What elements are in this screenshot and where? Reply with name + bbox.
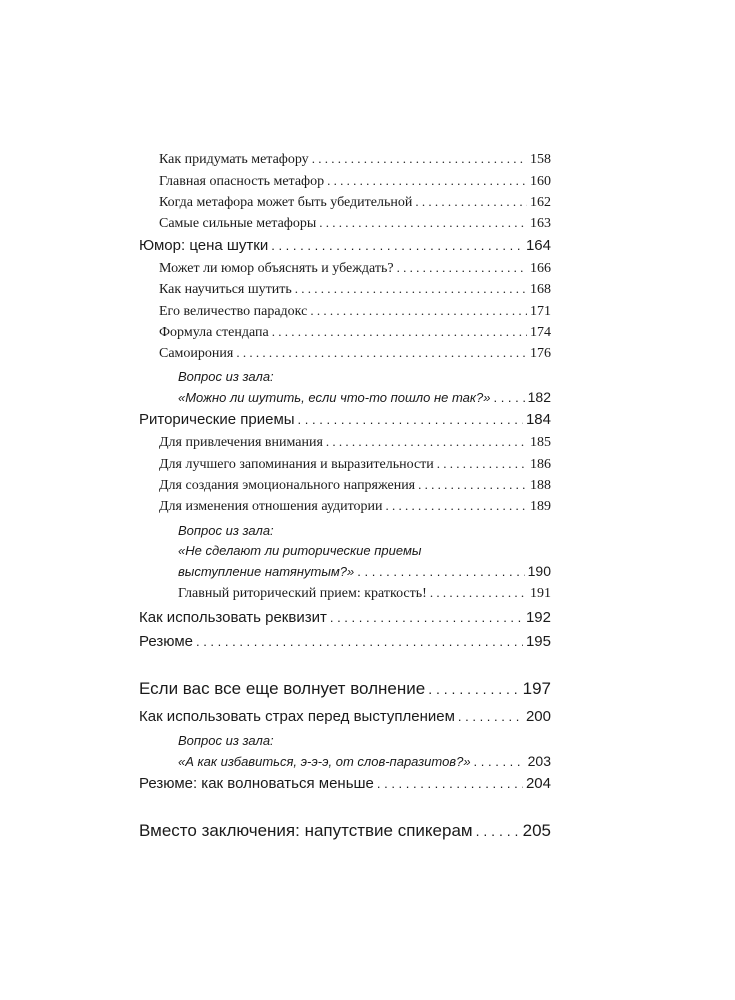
- toc-section: [139, 633, 551, 650]
- toc-section: [139, 708, 551, 725]
- toc-section-page: 164: [525, 237, 551, 254]
- dot-leader: [377, 776, 523, 791]
- toc-entry: [159, 173, 551, 190]
- dot-leader: [327, 173, 527, 189]
- toc-entry-title: Как придумать метафору: [159, 152, 309, 167]
- toc-entry: [159, 215, 551, 232]
- toc-entry: [159, 456, 551, 473]
- toc-section-page: 204: [525, 775, 551, 792]
- toc-entry-page: 163: [530, 216, 551, 231]
- dot-leader: [295, 281, 527, 297]
- toc-section-page: 192: [525, 609, 551, 626]
- toc-entry: [159, 151, 551, 168]
- toc-entry-page: 174: [530, 325, 551, 340]
- toc-entry: [159, 260, 551, 277]
- toc-entry-page: 185: [530, 435, 551, 450]
- dot-leader: [386, 498, 527, 514]
- toc-section-page: 200: [525, 708, 551, 725]
- toc-question-title: «Можно ли шутить, если что-то пошло не так?»: [178, 390, 491, 405]
- dot-leader: [271, 238, 523, 253]
- toc-section-title: Как использовать реквизит: [139, 609, 327, 626]
- toc-entry-page: 188: [530, 478, 551, 493]
- toc-entry-page: 186: [530, 457, 551, 472]
- toc-entry-page: 160: [530, 174, 551, 189]
- dot-leader: [330, 610, 523, 625]
- toc-chapter: [139, 679, 551, 699]
- toc-section-title: Резюме: как волноваться меньше: [139, 775, 374, 792]
- toc-entry-title: Самые сильные метафоры: [159, 216, 317, 231]
- toc-entry-title: Формула стендапа: [159, 325, 269, 340]
- toc-entry-title: Для лучшего запоминания и выразительности: [159, 457, 434, 472]
- dot-leader: [476, 823, 520, 839]
- dot-leader: [319, 215, 527, 231]
- toc-chapter-page: 197: [522, 679, 551, 698]
- dot-leader: [474, 754, 525, 769]
- dot-leader: [437, 456, 527, 472]
- toc-section: [139, 237, 551, 254]
- toc-entry-page: 171: [530, 304, 551, 319]
- toc-entry-title: Главный риторический прием: краткость!: [178, 586, 427, 601]
- dot-leader: [415, 194, 527, 210]
- toc-entry-page: 176: [530, 346, 551, 361]
- toc-entry: [159, 281, 551, 298]
- toc-question-page: 190: [527, 563, 551, 579]
- audience-question-label: Вопрос из зала:: [178, 523, 274, 538]
- toc-section-title: Резюме: [139, 633, 193, 650]
- toc-section-title: Как использовать страх перед выступлением: [139, 708, 455, 725]
- dot-leader: [312, 151, 527, 167]
- toc-entry: [159, 477, 551, 494]
- dot-leader: [236, 345, 527, 361]
- toc-entry-title: Его величество парадокс: [159, 304, 308, 319]
- toc-entry-title: Может ли юмор объяснять и убеждать?: [159, 261, 394, 276]
- dot-leader: [196, 634, 523, 649]
- toc-chapter-title: Если вас все еще волнует волнение: [139, 679, 426, 698]
- toc-chapter: [139, 821, 551, 841]
- toc-question-page: 182: [527, 389, 551, 405]
- toc-section: [139, 609, 551, 626]
- toc-question-page: 203: [527, 753, 551, 769]
- dot-leader: [418, 477, 527, 493]
- toc-question-title: «А как избавиться, э-э-э, от слов-паразитов?»: [178, 754, 471, 769]
- dot-leader: [310, 303, 527, 319]
- toc-entry-title: Для создания эмоционального напряжения: [159, 478, 416, 493]
- dot-leader: [357, 564, 524, 579]
- toc-entry: [159, 434, 551, 451]
- toc-entry-title: Главная опасность метафор: [159, 174, 325, 189]
- dot-leader: [397, 260, 527, 276]
- dot-leader: [272, 324, 527, 340]
- dot-leader: [428, 681, 519, 697]
- toc-entry-page: 162: [530, 195, 551, 210]
- toc-entry-title: Самоирония: [159, 346, 234, 361]
- toc-entry: [159, 194, 551, 211]
- toc-entry-title: Для привлечения внимания: [159, 435, 323, 450]
- audience-question-label: Вопрос из зала:: [178, 369, 274, 384]
- toc-section: [139, 775, 551, 792]
- toc-entry-page: 189: [530, 499, 551, 514]
- toc-question: [178, 389, 551, 405]
- toc-entry-title: Когда метафора может быть убедительной: [159, 195, 413, 210]
- toc-entry: [159, 345, 551, 362]
- toc-section-page: 184: [525, 411, 551, 428]
- toc-entry-page: 166: [530, 261, 551, 276]
- dot-leader: [458, 709, 523, 724]
- toc-entry: [159, 498, 551, 515]
- dot-leader: [493, 390, 524, 405]
- toc-entry-title: Как научиться шутить: [159, 282, 292, 297]
- toc-entry: [159, 324, 551, 341]
- toc-entry-title: Для изменения отношения аудитории: [159, 499, 383, 514]
- toc-section-title: Юмор: цена шутки: [139, 237, 269, 254]
- toc-entry: [159, 303, 551, 320]
- toc-chapter-title: Вместо заключения: напутствие спикерам: [139, 821, 473, 840]
- audience-question-line: «Не сделают ли риторические приемы: [178, 543, 422, 558]
- toc-question-title: выступление натянутым?»: [178, 564, 355, 579]
- toc-section-title: Риторические приемы: [139, 411, 295, 428]
- toc-question: [178, 753, 551, 769]
- toc-section: [139, 411, 551, 428]
- audience-question-label: Вопрос из зала:: [178, 733, 274, 748]
- toc-entry: [178, 585, 551, 602]
- dot-leader: [298, 412, 523, 427]
- toc-entry-page: 191: [530, 586, 551, 601]
- toc-section-page: 195: [525, 633, 551, 650]
- toc-entry-page: 158: [530, 152, 551, 167]
- dot-leader: [430, 585, 527, 601]
- toc-entry-page: 168: [530, 282, 551, 297]
- toc-chapter-page: 205: [522, 821, 551, 840]
- toc-question: [178, 563, 551, 579]
- dot-leader: [326, 434, 527, 450]
